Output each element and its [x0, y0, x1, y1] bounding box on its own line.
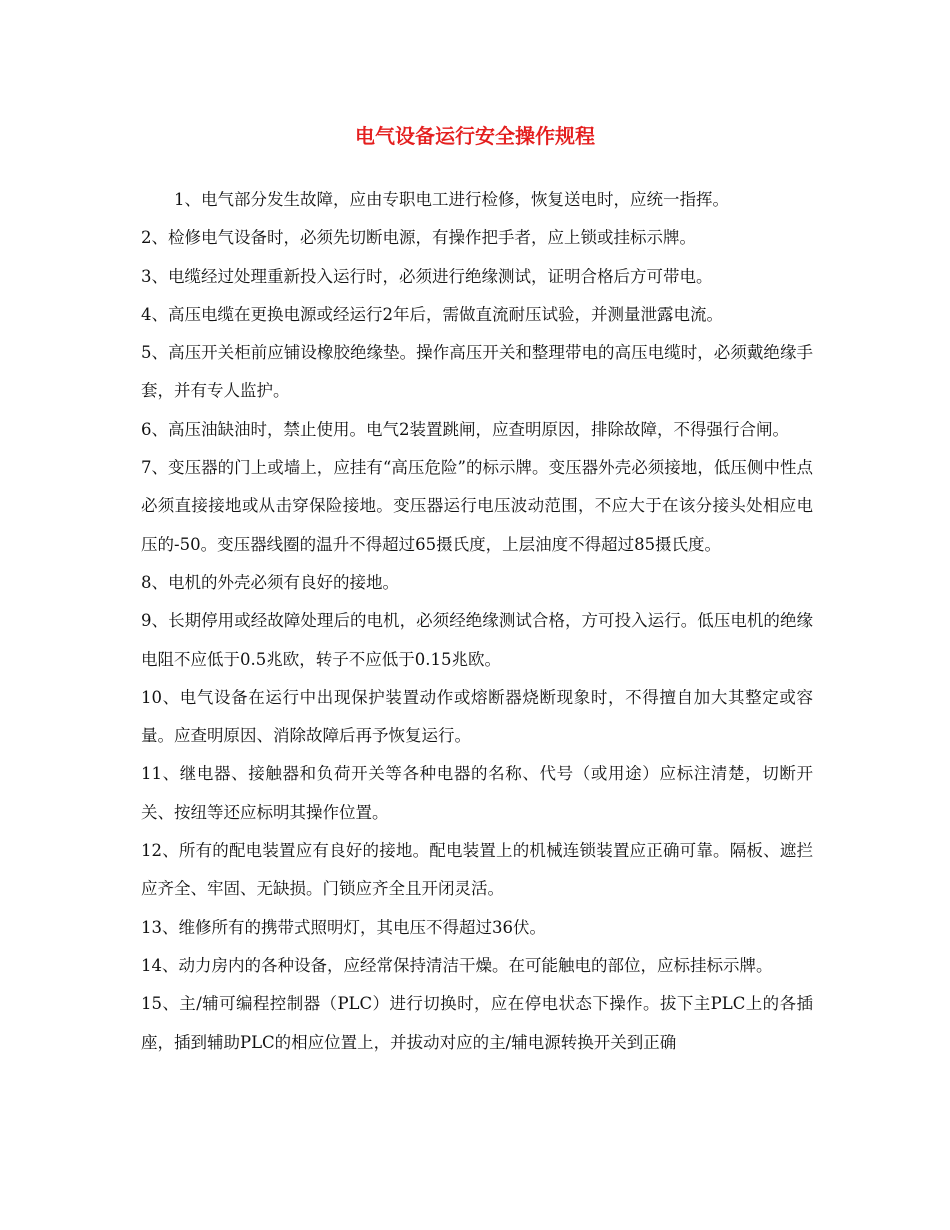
document-title: 电气设备运行安全操作规程	[355, 124, 595, 148]
paragraph-5: 5、高压开关柜前应铺设橡胶绝缘垫。操作高压开关和整理带电的高压电缆时，必须戴绝缘手套，并有专人监护。	[141, 343, 813, 401]
paragraph-8: 8、电机的外壳必须有良好的接地。	[141, 572, 399, 592]
paragraph-1: 1、电气部分发生故障，应由专职电工进行检修，恢复送电时，应统一指挥。	[174, 190, 729, 209]
paragraph-6: 6、高压油缺油时，禁止使用。电气2装置跳闸，应查明原因，排除故障，不得强行合闸。	[141, 419, 789, 439]
paragraph-13: 13、维修所有的携带式照明灯，其电压不得超过36伏。	[141, 917, 546, 937]
paragraph-11: 11、继电器、接触器和负荷开关等各种电器的名称、代号（或用途）应标注清楚，切断开关、按纽等还应标明其操作位置。	[141, 764, 813, 822]
paragraph-2: 2、检修电气设备时，必须先切断电源，有操作把手者，应上锁或挂标示牌。	[141, 228, 696, 248]
paragraph-4: 4、高压电缆在更换电源或经运行2年后，需做直流耐压试验，并测量泄露电流。	[141, 304, 723, 324]
paragraph-3: 3、电缆经过处理重新投入运行时，必须进行绝缘测试，证明合格后方可带电。	[141, 266, 713, 286]
paragraph-9: 9、长期停用或经故障处理后的电机，必须经绝缘测试合格，方可投入运行。低压电机的绝缘电阻不应低于0.5兆欧，转子不应低于0.15兆欧。	[141, 611, 813, 669]
paragraph-10: 10、电气设备在运行中出现保护装置动作或熔断器烧断现象时，不得擅自加大其整定或容量。应查明原因、消除故障后再予恢复运行。	[141, 687, 813, 746]
document-body	[141, 181, 813, 1062]
paragraph-12: 12、所有的配电装置应有良好的接地。配电装置上的机械连锁装置应正确可靠。隔板、遮拦应齐全、牢固、无缺损。门锁应齐全且开闭灵活。	[141, 841, 813, 899]
paragraph-15: 15、主/辅可编程控制器（PLC）进行切换时，应在停电状态下操作。拔下主PLC上的各插座，插到辅助PLC的相应位置上，并拔动对应的主/辅电源转换开关到正确	[141, 994, 813, 1052]
paragraph-14: 14、动力房内的各种设备，应经常保持清洁干燥。在可能触电的部位，应标挂标示牌。	[141, 955, 773, 975]
paragraph-7: 7、变压器的门上或墙上，应挂有“高压危险”的标示牌。变压器外壳必须接地，低压侧中性点必须直接接地或从击穿保险接地。变压器运行电压波动范围，不应大于在该分接头处相应电压的-50。变压器线圈的温升不得超过65摄氏度，上层油度不得超过85摄氏度。	[141, 458, 813, 554]
